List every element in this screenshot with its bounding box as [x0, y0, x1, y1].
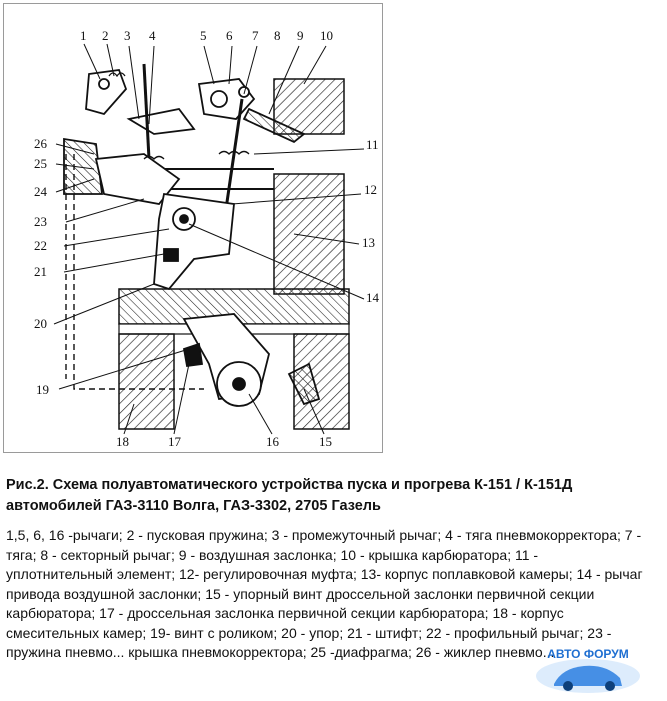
- callout-25: 25: [34, 156, 47, 171]
- callout-9: 9: [297, 28, 304, 43]
- callout-21: 21: [34, 264, 47, 279]
- callout-1: 1: [80, 28, 87, 43]
- callout-11: 11: [366, 137, 379, 152]
- callout-8: 8: [274, 28, 281, 43]
- callout-19: 19: [36, 382, 49, 397]
- callout-20: 20: [34, 316, 47, 331]
- callout-15: 15: [319, 434, 332, 449]
- carburetor-schematic: [3, 3, 383, 453]
- callout-24: 24: [34, 184, 47, 199]
- callout-22: 22: [34, 238, 47, 253]
- callout-23: 23: [34, 214, 47, 229]
- watermark-text: АВТО ФОРУМ: [547, 647, 629, 661]
- callout-3: 3: [124, 28, 131, 43]
- callout-2: 2: [102, 28, 109, 43]
- callout-10: 10: [320, 28, 333, 43]
- callout-7: 7: [252, 28, 259, 43]
- callout-4: 4: [149, 28, 156, 43]
- callout-26: 26: [34, 136, 47, 151]
- callout-6: 6: [226, 28, 233, 43]
- callout-13: 13: [362, 235, 375, 250]
- callout-18: 18: [116, 434, 129, 449]
- callout-16: 16: [266, 434, 279, 449]
- callout-14: 14: [366, 290, 379, 305]
- figure-legend: 1,5, 6, 16 -рычаги; 2 - пусковая пружина; 3 - промежуточный рычаг; 4 - тяга пневмокорректора; 7 - тяга; 8 - секторный рычаг; 9 - воздушная заслонка; 10 - крышка карбюратора; 11 - уплотнительный элемент; 12- регулировочная муфта; 13- корпус поплавковой камеры; 14 - рычаг привода воздушной заслонки; 15 - упорный винт дроссельной заслонки первичной секции карбюратора; 17 - дроссельная заслонка первичной секции карбюратора; 18 - корпус смесительных камер; 19- винт с роликом; 20 - упор; 21 - штифт; 22 - профильный рычаг; 23 - пружина пневмо... крышка пневмокорректора; 25 -диафрагма; 26 - жиклер пневмо...: [6, 527, 643, 660]
- callout-17: 17: [168, 434, 181, 449]
- figure-caption: Рис.2. Схема полуавтоматического устройства пуска и прогрева К-151 / К-151Д автомобилей ГАЗ-3110 Волга, ГАЗ-3302, 2705 Газель: [6, 477, 573, 514]
- callout-12: 12: [364, 182, 377, 197]
- callout-5: 5: [200, 28, 207, 43]
- auto-forum-watermark: [532, 644, 644, 696]
